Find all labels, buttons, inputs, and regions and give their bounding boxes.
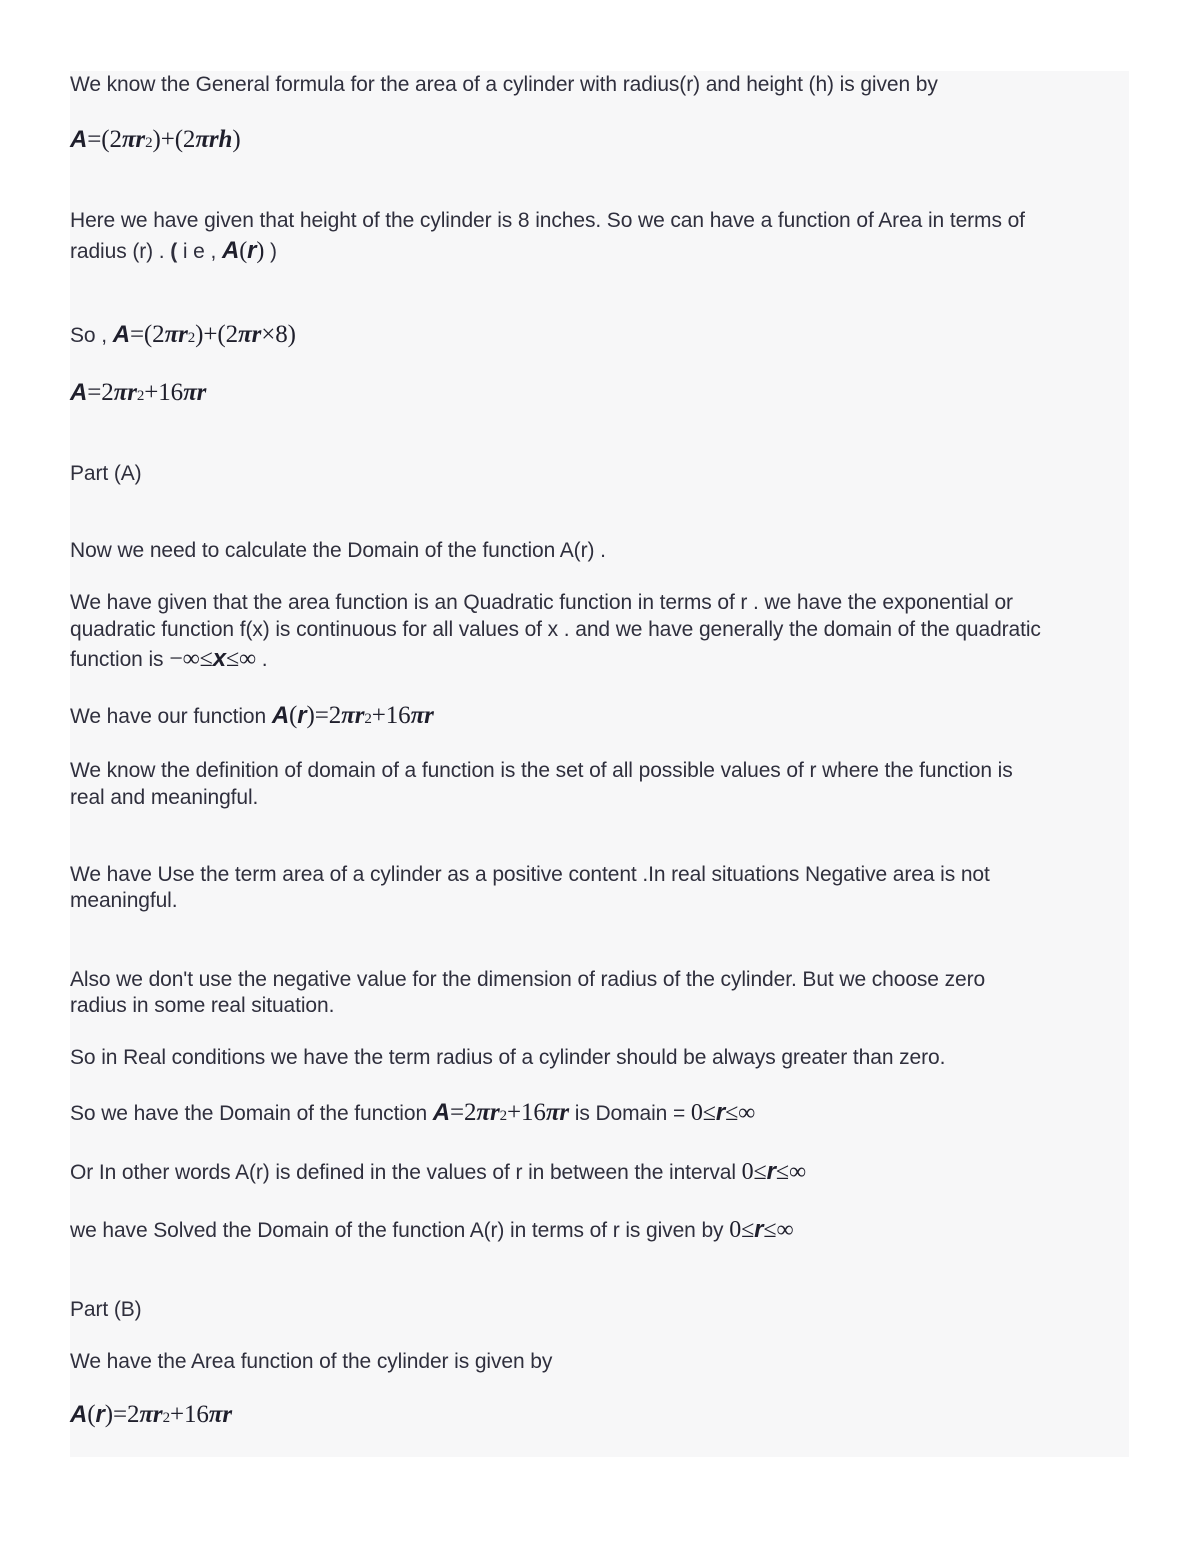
formula-part: ) (104, 1401, 113, 1428)
var-r: r (489, 1099, 500, 1126)
pi-symbol: π (545, 1099, 560, 1126)
formula-part: ) (306, 702, 315, 729)
formula-part: =2 (450, 1099, 477, 1126)
formula-part: =(2 (87, 126, 122, 153)
var-h: h (218, 126, 233, 153)
formula-part: =2 (87, 379, 114, 406)
text-segment: function is (70, 648, 170, 671)
var-r: r (754, 1216, 764, 1243)
area-function-formula (70, 1401, 1129, 1432)
part-a-heading: Part (A) (70, 462, 142, 485)
formula-part: 0≤ (690, 1100, 716, 1126)
var-A: A (221, 237, 240, 264)
var-r: r (178, 321, 188, 348)
formula-part: =2 (314, 702, 342, 729)
var-A: A (70, 1401, 88, 1428)
formula-part: ( (289, 702, 298, 729)
var-x: x (212, 645, 226, 672)
formula-part: ) (232, 126, 241, 153)
real-conditions-line: So in Real conditions we have the term radius of a cylinder should be always greater than zero. (70, 1046, 946, 1069)
text-segment: So we have the Domain of the function (70, 1102, 433, 1125)
text-segment: i e , (177, 240, 222, 263)
general-area-formula (70, 126, 1129, 157)
function-statement (70, 702, 1129, 733)
exponent: 2 (187, 330, 196, 346)
quadratic-paragraph-line-1: We have given that the area function is an Quadratic function in terms of r . we have the exponential or (70, 591, 1013, 614)
domain-intro: Now we need to calculate the Domain of the function A(r) . (70, 539, 606, 562)
exponent: 2 (136, 388, 145, 404)
exponent: 2 (364, 711, 372, 727)
formula-part: +16 (371, 702, 411, 729)
pi-symbol: π (341, 702, 355, 729)
formula-part: ×8) (261, 321, 296, 348)
formula-part: ( (239, 238, 248, 264)
var-r: r (222, 1401, 232, 1428)
text-segment: . (256, 648, 268, 671)
var-r: r (196, 379, 207, 406)
formula-part: =(2 (129, 321, 165, 348)
var-r: r (251, 321, 262, 348)
var-A: A (70, 379, 88, 406)
pi-symbol: π (476, 1099, 490, 1126)
exponent: 2 (499, 1108, 508, 1124)
domain-result-line (70, 1099, 1129, 1130)
var-r: r (95, 1401, 105, 1428)
text-segment: we have Solved the Domain of the function A(r) in terms of r is given by (70, 1219, 730, 1242)
positive-area-line-1: We have Use the term area of a cylinder as a positive content .In real situations Negative area is not (70, 863, 990, 886)
domain-definition-line-1: We know the definition of domain of a function is the set of all possible values of r where the function is (70, 759, 1013, 782)
exponent: 2 (145, 135, 153, 151)
intro-line: We know the General formula for the area of a cylinder with radius(r) and height (h) is given by (70, 73, 938, 96)
substituted-formula (70, 321, 1129, 352)
positive-area-line-2: meaningful. (70, 889, 178, 912)
var-A: A (271, 702, 290, 729)
solved-domain-line (70, 1216, 1129, 1244)
var-A: A (70, 126, 88, 153)
formula-part: ( (87, 1401, 96, 1428)
var-A: A (432, 1099, 450, 1126)
var-r: r (715, 1099, 726, 1126)
formula-part: )+(2 (152, 126, 196, 153)
text-segment: Or In other words A(r) is defined in the values of r in between the interval (70, 1161, 742, 1184)
var-r: r (297, 702, 307, 729)
text-segment: ( (170, 240, 178, 263)
formula-part: ≤∞ (725, 1100, 756, 1126)
part-b-heading: Part (B) (70, 1298, 142, 1321)
var-r: r (152, 1401, 163, 1428)
radius-note-line-2: radius in some real situation. (70, 994, 335, 1017)
var-r: r (208, 126, 219, 153)
formula-part: −∞≤ (169, 646, 213, 672)
formula-part: ≤∞ (225, 646, 257, 672)
var-r: r (766, 1158, 776, 1185)
text-segment: radius (r) . (70, 240, 171, 263)
exponent: 2 (162, 1410, 170, 1426)
pi-symbol: π (164, 321, 179, 348)
var-r: r (424, 702, 434, 729)
text-segment: is Domain = (569, 1102, 691, 1125)
pi-symbol: π (183, 379, 197, 406)
var-r: r (247, 237, 257, 264)
simplified-formula (70, 379, 1129, 410)
quadratic-paragraph-line-2: quadratic function f(x) is continuous for all values of x . and we have generally the domain of the quadratic (70, 618, 1041, 641)
quadratic-paragraph-line-3 (70, 645, 1129, 673)
pi-symbol: π (208, 1401, 223, 1428)
formula-part: ≤∞ (763, 1217, 794, 1243)
document-page (70, 71, 1129, 1457)
formula-part: +16 (169, 1401, 209, 1428)
text-segment: So , (70, 324, 113, 347)
var-r: r (354, 702, 365, 729)
height-statement-line-1: Here we have given that height of the cylinder is 8 inches. So we can have a function of Area in terms of (70, 209, 1025, 232)
pi-symbol: π (121, 126, 136, 153)
pi-symbol: π (113, 379, 128, 406)
var-r: r (127, 379, 137, 406)
area-function-intro: We have the Area function of the cylinder is given by (70, 1350, 553, 1373)
domain-definition-line-2: real and meaningful. (70, 786, 259, 809)
var-A: A (112, 321, 130, 348)
formula-part: =2 (112, 1401, 140, 1428)
text-segment: We have our function (70, 705, 272, 728)
formula-part: )+(2 (195, 321, 239, 348)
formula-part: 0≤ (729, 1217, 755, 1243)
pi-symbol: π (195, 126, 209, 153)
pi-symbol: π (139, 1401, 153, 1428)
height-statement-line-2 (70, 237, 1129, 265)
pi-symbol: π (238, 321, 252, 348)
formula-part: +16 (144, 379, 184, 406)
formula-part: ≤∞ (775, 1159, 806, 1185)
radius-note-line-1: Also we don't use the negative value for the dimension of radius of the cylinder. But we choose zero (70, 968, 986, 991)
var-r: r (559, 1099, 570, 1126)
formula-part: +16 (507, 1099, 546, 1126)
var-r: r (135, 126, 146, 153)
formula-part: ) (256, 238, 265, 264)
text-segment: ) (264, 240, 277, 263)
pi-symbol: π (410, 702, 425, 729)
interval-line (70, 1158, 1129, 1186)
formula-part: 0≤ (741, 1159, 767, 1185)
